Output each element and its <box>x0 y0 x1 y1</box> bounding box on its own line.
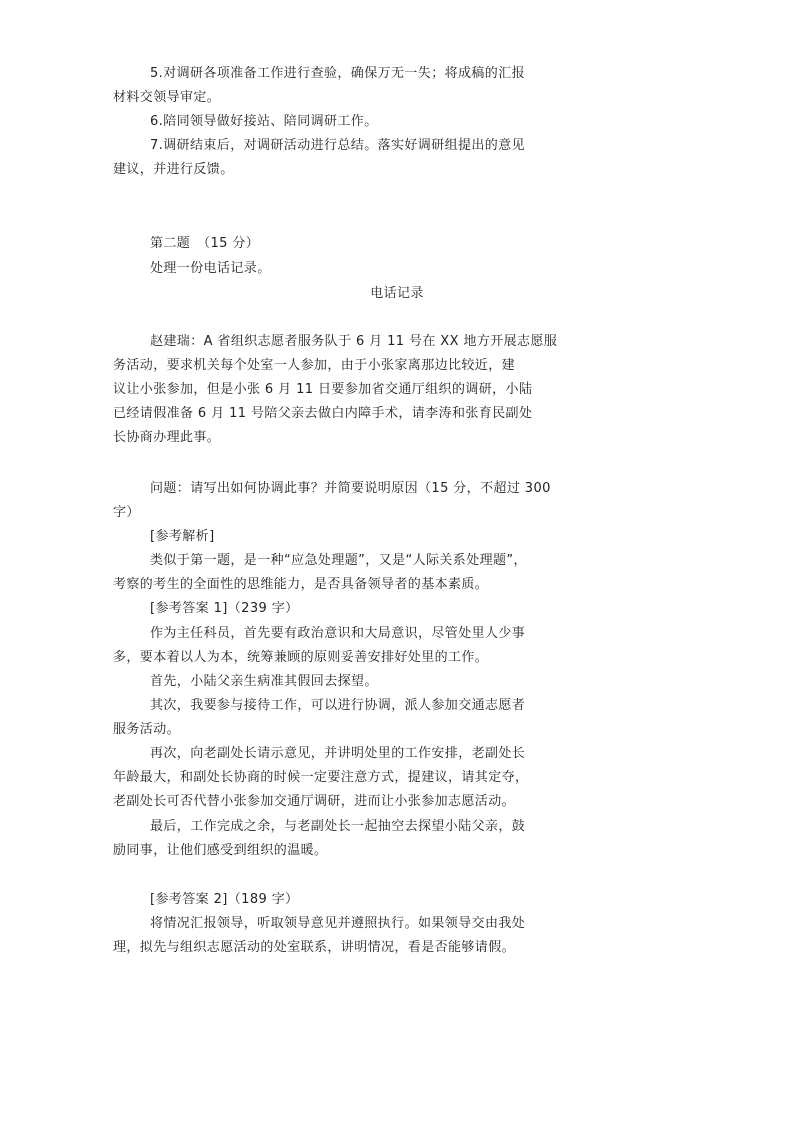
item-5-line-2: 材料交领导审定。 <box>113 90 221 105</box>
item-7-line-1: 7.调研结束后，对调研活动进行总结。落实好调研组提出的意见 <box>150 138 526 153</box>
record-title: 电话记录 <box>370 286 424 301</box>
question-task: 处理一份电话记录。 <box>150 261 271 276</box>
answer1-paragraph-line: 再次，向老副处长请示意见，并讲明处里的工作安排，老副处长 <box>150 746 526 761</box>
item-6: 6.陪同领导做好接站、陪同调研工作。 <box>150 114 378 129</box>
analysis-text-line: 考察的考生的全面性的思维能力，是否具备领导者的基本素质。 <box>113 577 489 592</box>
answer1-label: [参考答案 1]（239 字） <box>150 601 299 616</box>
analysis-label: [参考解析] <box>150 529 215 544</box>
answer1-paragraph-line: 首先，小陆父亲生病准其假回去探望。 <box>150 674 378 689</box>
answer2-text-line: 理，拟先与组织志愿活动的处室联系，讲明情况，看是否能够请假。 <box>113 940 516 955</box>
record-body-line: 议让小张参加，但是小张 6 月 11 日要参加省交通厅组织的调研，小陆 <box>113 382 533 397</box>
question-heading: 第二题 （15 分） <box>150 236 260 251</box>
answer1-paragraph-line: 励同事，让他们感受到组织的温暖。 <box>113 843 328 858</box>
answer1-paragraph-line: 多，要本着以人为本，统筹兼顾的原则妥善安排好处里的工作。 <box>113 650 489 665</box>
record-body-line: 务活动，要求机关每个处室一人参加，由于小张家离那边比较近，建 <box>113 358 516 373</box>
record-body-line: 赵建瑞：A 省组织志愿者服务队于 6 月 11 号在 XX 地方开展志愿服 <box>150 334 558 349</box>
question-prompt-line: 字） <box>113 505 140 520</box>
analysis-text-line: 类似于第一题，是一种“应急处理题”，又是“人际关系处理题”， <box>150 553 527 568</box>
question-prompt-line: 问题：请写出如何协调此事？并简要说明原因（15 分，不超过 300 <box>150 481 551 496</box>
item-7-line-2: 建议，并进行反馈。 <box>113 162 234 177</box>
answer1-paragraph-line: 作为主任科员，首先要有政治意识和大局意识，尽管处里人少事 <box>150 626 526 641</box>
answer2-label: [参考答案 2]（189 字） <box>150 892 299 907</box>
record-body-line: 长协商办理此事。 <box>113 430 221 445</box>
record-body-line: 已经请假准备 6 月 11 号陪父亲去做白内障手术，请李涛和张育民副处 <box>113 406 533 421</box>
answer1-paragraph-line: 最后，工作完成之余，与老副处长一起抽空去探望小陆父亲，鼓 <box>150 819 526 834</box>
answer1-paragraph-line: 其次，我要参与接待工作，可以进行协调，派人参加交通志愿者 <box>150 698 526 713</box>
item-5-line-1: 5.对调研各项准备工作进行查验，确保万无一失；将成稿的汇报 <box>150 66 526 81</box>
answer1-paragraph-line: 服务活动。 <box>113 722 181 737</box>
answer2-text-line: 将情况汇报领导，听取领导意见并遵照执行。如果领导交由我处 <box>150 916 526 931</box>
answer1-paragraph-line: 年龄最大，和副处长协商的时候一定要注意方式，提建议，请其定夺， <box>113 770 529 785</box>
answer1-paragraph-line: 老副处长可否代替小张参加交通厅调研，进而让小张参加志愿活动。 <box>113 794 516 809</box>
